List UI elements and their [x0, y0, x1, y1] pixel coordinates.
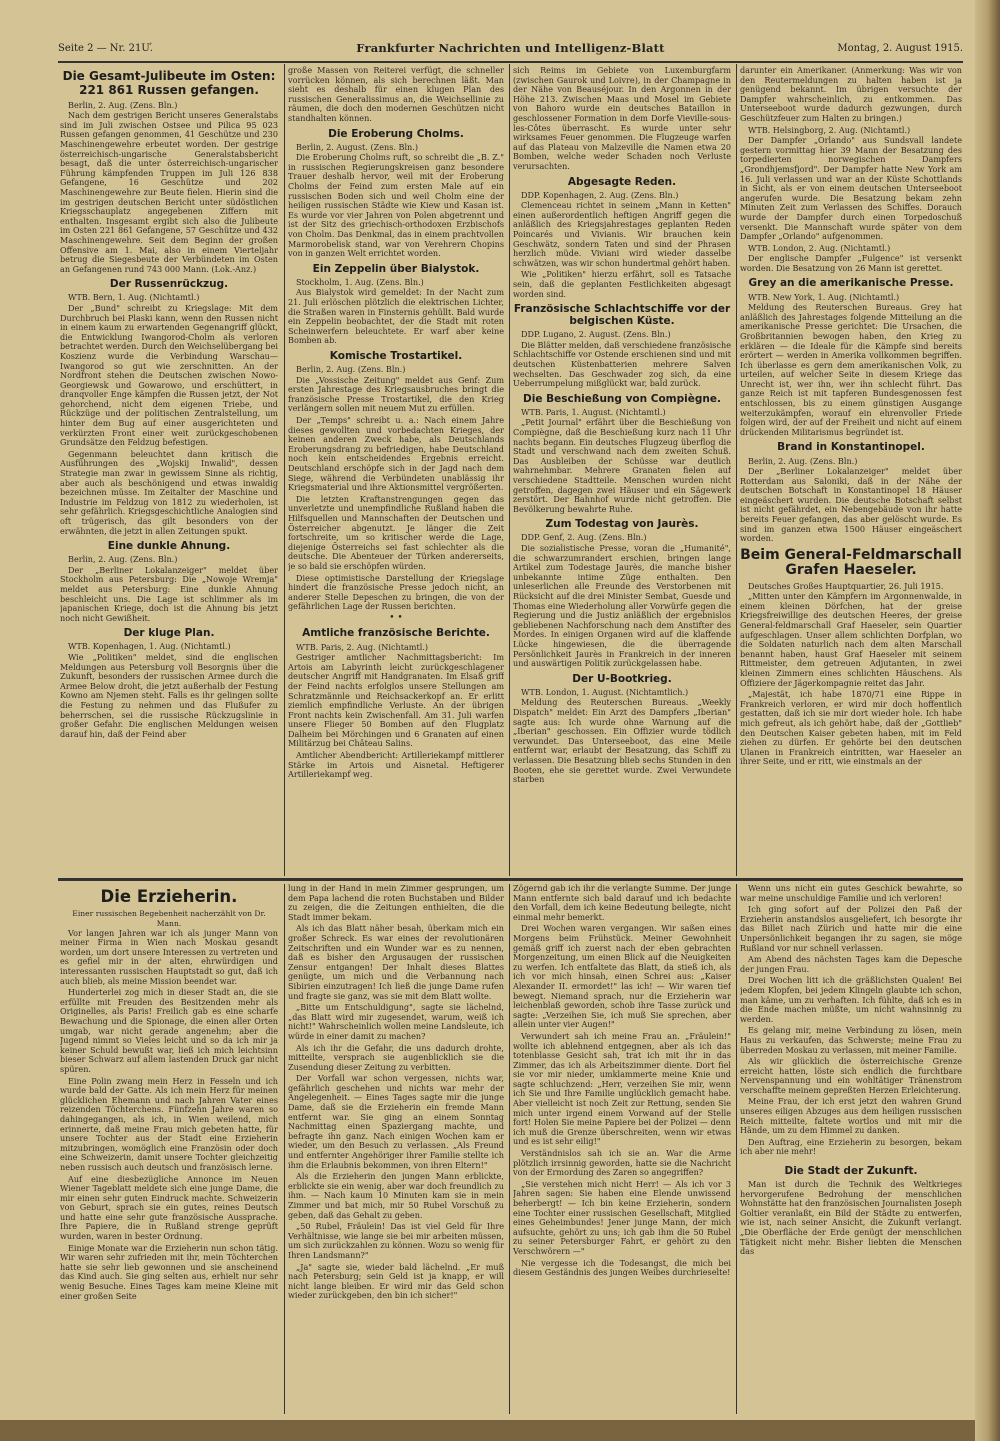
story-title: Die Erzieherin. [100, 887, 238, 906]
dateline: WTB. Helsingborg, 2. Aug. (Nichtamtl.) [748, 124, 911, 135]
article-paragraph: „Petit Journal" erfährt über die Beschießung von Compiègne, daß die Beschießung kurz nach 11 Uhr nachts begann. Ein deutsches Flugzeug überflog die Stadt und verschwand nach dem zweiten Schuß. Das Ausbleiben der Schüsse war deutlich wahrnehmbar. Mehrere Granaten fielen auf verschiedene Stadtteile. Menschen wurden nicht getroffen, dagegen zwei Häuser und ein Sägewerk zerstört. Der Bahnhof wurde nicht getroffen. Die Bevölkerung bewahrte Ruhe. [513, 417, 731, 514]
headline-abgesagte-reden: Abgesagte Reden. [567, 175, 677, 188]
article-paragraph: Der „Bund" schreibt zu Kriegslage: Mit dem Durchbruch bei Plaski kann, wenn den Russen nicht in einem kaum zu erwartenden Gegenangriff glückt, die Entwicklung Iwangorod-Cholm als verloren betrachtet werden. Durch den Weichselübergang bei Koszienz wurde die Verbindung Warschau—Iwangorod so gut wie zerschnitten. An der Nordfront stehen die Deutschen zwischen Nowo-Georgiewsk und Gowarowo, und erschüttert, in dranqvoller Enge kämpfen die Russen jetzt, der Not gehorchend, nicht dem eigenen Triebe, und Rückzüge und der politischen Zentralstellung, um hinter dem Bug auf einer ausgerichteten und verkürzten Front einer weit zurückgeschobenen Grundsätze den Feldzug befestigen. [60, 302, 278, 448]
story-paragraph: Drei Wochen waren vergangen. Wir saßen eines Morgens beim Frühstück. Meiner Gewohnheit gemäß griff ich zuerst nach der eben gebrachten Morgenzeitung, um einen Blick auf die Neuigkeiten zu werfen. Ich entfaltete das Blatt, da stieß ich, als ich vor mich hinsah, einen Schrei aus: „Kaiser Alexander II. ermordet!" las ich! — Wir waren tief bewegt. Niemand sprach, nur die Erzieherin war leichenblaß geworden, schob ihre Tasse zurück und sagte: „Verzeihen Sie, ich muß Sie sprechen, aber allein unter vier Augen!" [513, 923, 731, 1030]
column-4 [740, 66, 962, 876]
dateline: WTB. Paris, 2. Aug. (Nichtamtl.) [296, 641, 429, 652]
dateline: Berlin, 2. Aug. (Zens. Bln.) [296, 364, 406, 375]
dateline: Berlin, 2. Aug. (Zens. Bln.) [68, 554, 178, 565]
story-paragraph: Vor langen Jahren war ich als junger Mann von meiner Firma in Wien nach Moskau gesandt worden, um dort unsere Interessen zu vertreten und es gefiel mir in der alten, ehrwürdigen und interessanten russischen Hauptstadt so gut, daß ich auch blieb, als meine Mission beendet war. [60, 927, 278, 986]
page-bottom-edge [0, 1420, 975, 1441]
column-divider [284, 64, 285, 876]
article-paragraph: „Mitten unter den Kämpfern im Argonnenwalde, in einem kleinen Dörfchen, hat der greise Kriegsfreiwillige des deutschen Heeres, der greise General-feldmarschall Graf Haeseler, sein Quartier aufgeschlagen. Unser allem schlichten Dorfplan, wo die Soldaten naturlich nach dem alten Marschall benannt haben, haust Graf Haeseler mit seinem Rittmeister, dem getreuen Adjutanten, in zwei kleinen Zimmern eines schlichten Häuschens. Als Offiziere der Jägerkompagnie reitet das Jahr. [740, 591, 962, 688]
story-paragraph: „Bitte um Entschuldigung", sagte sie lächelnd, „das Blatt wird mir zugesendet, warum, weiß ich nicht!" Wahrscheinlich wollen meine Landsleute, ich würde in einer damit zu machen? [288, 1002, 504, 1041]
column-3 [513, 66, 731, 876]
article-paragraph: „Majestät, ich habe 1870/71 eine Rippe in Frankreich verloren, er wird mir doch hoffentlich gestatten, daß ich sie mir dort wieder hole. Ich habe mich gefreut, als ich gehört habe, daß der „Gottlieb" den Deutschen Kaiser gebeten haben, mit im Feld ziehen zu dürfen. Er gehörte bei den deutschen Ulanen in Frankreich eintritten, war Haeseler an ihrer Seite, und er ritt, wie einstmals an der [740, 689, 962, 767]
headline-grey: Grey an die amerikanische Presse. [748, 277, 954, 290]
story-paragraph: Als ich das Blatt näher besah, überkam mich ein großer Schreck. Es war eines der revolutionären Zeitschriften und ein Wunder war es zu nennen, daß es bisher den Argusaugen der russischen Zensur entgangen! Der Inhalt dieses Blattes genügte, um mich und die Verbannung nach Sibirien einzutragen! Ich ließ die junge Dame rufen und fragte sie ganz, was sie mit dem Blatt wollte. [288, 923, 504, 1001]
feuilleton-rule [58, 878, 963, 881]
story-subtitle: Einer russischen Begebenheit nacherzählt von Dr. Mann. [72, 909, 266, 929]
article-paragraph: Der Dampfer „Orlando" aus Sundsvall landete gestern vormittag hier 39 Mann der Besatzung des torpedierten norwegischen Dampfers „Grondhjemsfjord". Der Dampfer hatte New York am 16. Juli verlassen und war an der Küste Schottlands in Sicht, als er von einem deutschen Unterseeboot angerufen wurde. Die Besatzung bekam zehn Minuten Zeit zum Verlassen des Schiffes. Dorauch wurde der Dampfer durch einen Torpedoschuß versenkt. Die Mannschaft wurde später von dem Dampfer „Orlando" aufgenommen. [740, 135, 962, 242]
story-column-1 [60, 884, 278, 1414]
article-paragraph: Die Eroberung Cholms ruft, so schreibt die „B. Z." in russischen Regierungskreisen ganz besondere Trauer deshalb hervor, weil mit der Eroberung Cholms der Feind zum ersten Male auf ein russischen Boden sich und weil Cholm eine der heiligen russischen Städte wie Kiew und Kasan ist. Es wurde vor vier Jahren von Polen abgetrennt und ist der Sitz des griechisch-orthodoxen Erzbischofs von Cholm. Das Denkmal, das in einem prachtvollen Marmorobelisk stand, war von Verehrern Chopins von in ganzen Welt errichtet worden. [288, 152, 504, 259]
article-paragraph: Nach dem gestrigen Bericht unseres Generalstabs sind im Juli zwischen Ostsee und Pilica 95 023 Russen gefangen genommen, 41 Geschütze und 230 Maschinengewehre erbeutet worden. Der gestrige österreichisch-ungarische Generalstabsbericht besagt, daß die unter österreichisch-ungarischer Führung kämpfenden Truppen im Juli 126 838 Gefangene, 16 Geschütze und 202 Maschinengewehre zur Beute fielen. Hierin sind die im gestrigen deutschen Bericht unter südöstlichen Kriegsschauplatz angegebenen Ziffern mit enthalten. Insgesamt ergibt sich also die Julibeute im Osten 221 861 Gefangene, 57 Geschütze und 432 Maschinengewehre. Seit dem Beginn der großen Offensive am 1. Mai, also in einem Vierteljahr betrug die Siegesbeute der Verbündeten im Osten an Gefangenen rund 743 000 Mann. (Lok.-Anz.) [60, 110, 278, 274]
article-paragraph: Der „Temps" schreibt u. a.: Nach einem Jahre dieses gewollten und vorbedachten Krieges, der keinen anderen Zweck habe, als Deutschlands Eroberungsdrang zu befriedigen, habe Deutschland noch kein entscheidendes Ergebnis erreicht. Deutschland erschöpfe sich in der Jagd nach dem Siege, während die Verbündeten unablässig ihr Kriegsmaterial und ihre Aktionsmittel vergrößerten. [288, 415, 504, 493]
headline-u-bootkrieg: Der U-Bootkrieg. [572, 672, 672, 685]
column-2 [288, 66, 504, 876]
column-divider [736, 64, 737, 876]
headline-cholm: Die Eroberung Cholms. [328, 127, 464, 140]
headline-haeseler: Beim General-Feldmarschall Grafen Haeseler. [740, 546, 962, 579]
story-paragraph: Meine Frau, der ich erst jetzt den wahren Grund unseres eiligen Abzuges aus dem heiligen russischen Reich mitteilte, faltete wortlos und mit mir die Hände, um zu dem Himmel zu danken. [740, 1096, 962, 1136]
column-divider [736, 884, 737, 1414]
story-paragraph: Den Auftrag, eine Erzieherin zu besorgen, bekam ich aber nie mehr! [740, 1136, 962, 1157]
headline-russenrueckzug: Der Russenrückzug. [109, 278, 229, 291]
story-paragraph: „50 Rubel, Fräulein! Das ist viel Geld für Ihre Verhältnisse, wie lange sie bei mir arbeiten müssen, um sich zurückzahlen zu können. Wozu so wenig für Ihren Landsmann?" [288, 1221, 504, 1260]
story-paragraph: Hunderterlei zog mich in dieser Stadt an, die sie erfüllte mit Freuden des Besitzenden mehr als Originelles, als Paris! Freilich gab es eine scharfe Bewachung und die Spionage, die einen aller Orten umgab, war nicht gerade angenehm; aber die Jugend nimmt so Vieles leicht und so da ich mir ja keiner Schuld bewußt war, ließ ich mich leichtsinn bieser Schwarz auf allem lastenden Druck gar nicht spüren. [60, 987, 278, 1074]
article-paragraph: Wie „Politiken" hierzu erfährt, soll es Tatsache sein, daß die geplanten Festlichkeiten abgesagt worden sind. [513, 269, 731, 299]
story-column-3 [513, 884, 731, 1414]
story-paragraph: Als ich ihr die Gefahr, die uns dadurch drohte, mitteilte, versprach sie augenblicklich sie die Zusendung dieser Zeitung zu verbitten. [288, 1042, 504, 1072]
story-paragraph: Einige Monate war die Erzieherin nun schon tätig. Wir waren sehr zufrieden mit ihr, mein Töchterchen hatte sie sehr lieb gewonnen und sie anscheinend das Kind auch. Sie ging selten aus, erhielt nur sehr wenig Besuche. Eines Tages kam meine Kleine mit einer großen Seite [60, 1242, 278, 1301]
headline-brand: Brand in Konstantinopel. [777, 441, 925, 454]
masthead [58, 41, 963, 59]
story-paragraph: Verwundert sah ich meine Frau an. „Fräulein!" wollte ich ablehnend entgegnen, aber als ich das totenblasse Gesicht sah, trat ich mit ihr in das Zimmer, das ich als Arbeitszimmer diente. Dort fiel sie vor mir nieder, umklammerte meine Knie und sagte schluchzend: „Herr, verzeihen Sie mir, wenn ich Sie und Ihre Familie unglücklich gemacht habe. Aber vielleicht ist noch Zeit zur Rettung, senden Sie mich unter irgend einem Vorwand auf der Stelle fort! Holen Sie meine Papiere bei der Polizei — denn ich muß die Grenze überschreiten, wenn wir etwas und es ist sehr eilig!" [513, 1030, 731, 1147]
article-paragraph: Der englische Dampfer „Fulgence" ist versenkt worden. Die Besatzung von 26 Mann ist gerettet. [740, 253, 962, 273]
newspaper-title: Frankfurter Nachrichten und Intelligenz-Blatt [356, 41, 665, 55]
dateline: DDP. Genf, 2. Aug. (Zens. Bln.) [521, 532, 647, 543]
section-separator: • • [389, 612, 403, 623]
dateline: DDP. Lugano, 2. August. (Zens. Bln.) [521, 329, 671, 340]
story-paragraph: „Sie verstehen mich nicht Herr! — Als ich vor 3 Jahren sagen: Sie haben eine Elende unwissend beherbergt! — Ich bin keine Erzieherin, sondern eine Tochter einer russischen Gesellschaft, Mitglied eines Geheimbundes! Jener junge Mann, der mich aufsuchte, gehört zu uns; ich gab ihm die 50 Rubel zu seiner Petersburger Fahrt, er gehört zu den Verschwörern —" [513, 1178, 731, 1256]
story-paragraph: Wenn uns nicht ein gutes Geschick bewahrte, so war meine unschuldige Familie und ich verloren! [740, 884, 962, 903]
masthead-rule [58, 61, 963, 63]
dateline: WTB. Bern, 1. Aug. (Nichtamtl.) [68, 292, 200, 303]
article-paragraph: Clemenceau richtet in seinem „Mann in Ketten" einen außerordentlich heftigen Angriff gegen die anläßlich des Kriegsjahrestages geplanten Reden Poincarés und Vivianis. Wir brauchen kein Geschwätz, sondern Taten und sind der Phrasen herzlich müde. Viviani wird wieder dasselbe schwätzen, was wir schon hundertmal gehört haben. [513, 200, 731, 268]
story-paragraph: Es gelang mir, meine Verbindung zu lösen, mein Haus zu verkaufen, das Schwerste; meine Frau zu überreden Moskau zu verlassen, mit meiner Familie. [740, 1025, 962, 1055]
headline-julibeute: Die Gesamt-Julibeute im Osten: 221 861 Russen gefangen. [62, 69, 276, 97]
story-paragraph: Nie vergesse ich die Todesangst, die mich bei diesem Geständnis des jungen Weibes durchrieselte! [513, 1257, 731, 1278]
article-paragraph: Amtlicher Abendbericht: Artilleriekampf mittlerer Stärke im Artois und Aisnetal. Heftigerer Artilleriekampf weg. [288, 750, 504, 780]
story-paragraph: „Ja" sagte sie, wieder bald lächelnd. „Er muß nach Petersburg; sein Geld ist ja knapp, er will nicht lange bleiben. Er wird mir das Geld schon wieder zurückgeben, den bin ich sicher!" [288, 1261, 504, 1301]
story-column-4 [740, 884, 962, 1414]
page-edge [975, 0, 1000, 1441]
issue-date: Montag, 2. August 1915. [837, 43, 963, 54]
dateline: Berlin, 2. August. (Zens. Bln.) [296, 141, 419, 152]
headline-dunkle-ahnung: Eine dunkle Ahnung. [107, 540, 231, 553]
article-paragraph: Die „Vossische Zeitung" meldet aus Genf: Zum ersten Jahrestage des Kriegsausbruches bringt die französische Presse Trostartikel, die den Krieg verlängern sollen mit neuem Mut zu erfüllen. [288, 374, 504, 414]
story-paragraph: Am Abend des nächsten Tages kam die Depesche der jungen Frau. [740, 954, 962, 974]
story-paragraph: Drei Wochen litt ich die gräßlichsten Qualen! Bei jedem Klopfen, bei jedem Klingeln glaubte ich schon, man käme, um zu verhaften. Ich fühlte, daß ich es in die Ende machen müßte, um nicht wahnsinnig zu werden. [740, 975, 962, 1024]
article-paragraph: Der „Berliner Lokalanzeiger" meldet über Stockholm aus Petersburg: Die „Nowoje Wremja" meldet aus Petersburg: Eine dunkle Ahnung beschleicht uns. Die Lage ist schlimmer als im japanischen Kriege, doch ist die Ahnung bis jetzt noch nicht Gewißheit. [60, 564, 278, 623]
dateline: DDP. Kopenhagen, 2. Aug. (Zens. Bln.) [521, 189, 679, 200]
story-paragraph: Eine Polin zwang mein Herz in Fesseln und ich wurde bald der Gatte. Als ich mein Herz für meinen glücklichen Ehemann und nach Jahren Vater eines reizenden Töchterchens. Fünfzehn Jahre waren so dahingegangen, als ich, in Wien weilend, mich erinnerte, daß meine Frau mich gebeten hatte, für unsere Tochter aus der Stadt eine Erzieherin mitzubringen, womöglich eine Französin oder doch eine Schweizerin, damit unsere Tochter gleichzeitig neben russisch auch deutsch und französisch lerne. [60, 1075, 278, 1172]
dateline: Berlin, 2. Aug. (Zens. Bln.) [748, 455, 858, 466]
story-paragraph: lung in der Hand in mein Zimmer gesprungen, um dem Papa lachend die roten Buchstaben und Bilder zu zeigen, die die Zeitungen enthielten, die die Stadt immer bekam. [288, 884, 504, 922]
story-column-2 [288, 884, 504, 1414]
dateline: WTB. London, 2. Aug. (Nichtamtl.) [748, 242, 891, 253]
headline-schlachtschiffe: Französische Schlachtschiffe vor der belgischen Küste. [513, 303, 731, 328]
headline-stadt-der-zukunft: Die Stadt der Zukunft. [784, 1165, 918, 1178]
column-divider [284, 884, 285, 1414]
story-paragraph: Als wir glücklich die österreichische Grenze erreicht hatten, löste sich endlich die furchtbare Nervenspannung und ein wohltätiger Tränenstrom verschaffte meinem gepreßten Herzen Erleichterung. [740, 1056, 962, 1095]
dateline: WTB. Kopenhagen, 1. Aug. (Nichtamtl.) [68, 641, 231, 652]
article-paragraph: Wie „Politiken" meldet, sind die englischen Meldungen aus Petersburg voll Besorgnis über die Zukunft, besonders der russischen Armee durch die Armee Below droht, die jetzt außerhalb der Festung Kowno am Njemen steht. Falls es ihr gelingen sollte die Festung zu nehmen und das Flußufer zu beherrschen, sei die russische Rückzugslinie in großer Gefahr. Die englischen Meldungen weisen darauf hin, daß der Feind aber [60, 652, 278, 739]
article-paragraph: Gestriger amtlicher Nachmittagsbericht: Im Artois am Labyrinth leicht zurückgeschlagener deutscher Angriff mit Handgranaten. Im Elsaß griff der Feind nachts erfolglos unsere Stellungen am Schratzmännle und Reichsackerkopf an. Er erlitt ziemlich empfindliche Verluste. An der übrigen Front nachts kein Zwischenfall. Am 31. Juli warfen unsere Flieger 50 Bomben auf den Flugplatz Dalheim bei Mörchingen und 6 Granaten auf einen Militärzug bei Château Salins. [288, 652, 504, 749]
column-divider [509, 64, 510, 876]
article-paragraph: Aus Bialystok wird gemeldet: In der Nacht zum 21. Juli erlöschen plötzlich die elektrischen Lichter, die Straßen waren in Finsternis gehüllt. Bald wurde ein Zeppelin beobachtet, der die Stadt mit roten Scheinwerfern beleuchtete. Er warf aber keine Bomben ab. [288, 287, 504, 346]
dateline: WTB. New York, 1. Aug. (Nichtamtl.) [748, 291, 900, 302]
dateline: WTB. Paris, 1. August. (Nichtamtl.) [521, 406, 666, 417]
article-paragraph: Die Blätter melden, daß verschiedene französische Schlachtschiffe vor Ostende erschienen sind und mit deutschen Küstenbatterien mehrere Salven wechselten. Das Geschwader zog sich, da eine Ueberrumpelung mißglückt war, bald zurück. [513, 339, 731, 389]
article-paragraph: Der „Berliner Lokalanzeiger" meldet über Rotterdam aus Saloniki, daß in der Nähe der deutschen Botschaft in Konstantinopel 18 Häuser eingeäschert wurden. Die deutsche Botschaft selbst ist nicht gefährdet, ein Nebengebäude von ihr hatte bereits Feuer gefangen, das aber gelöscht wurde. Es sind im ganzen etwa 1500 Häuser eingeäschert worden. [740, 466, 962, 544]
page-number: Seite 2 — Nr. 21Ư. [58, 43, 153, 54]
column-1 [60, 66, 278, 876]
headline-franzoesische-berichte: Amtliche französische Berichte. [302, 627, 490, 640]
headline-jaures: Zum Todestag von Jaurès. [545, 518, 699, 531]
article-paragraph: Meldung des Reuterschen Bureaus. „Weekly Dispatch" meldet: Ein Arzt des Dampfers „Iberian" sagte aus: Ich wurde ohne Warnung auf die „Iberian" geschossen. Ein Offizier wurde tödlich verwundet. Das Unterseeboot, das eine Meile entfernt war, erlaubt der Besatzung, das Schiff zu verlassen. Die Besatzung blieb sechs Stunden in den Booten, ehe sie gerettet wurde. Zwei Verwundete starben [513, 697, 731, 785]
article-paragraph: sich Reims im Gebiete von Luxemburgfarm (zwischen Gaurok und Loivre), in der Champagne in der Nähe von Beauséjour. In den Argonnen in der Höhe 213. Zwischen Maas und Mosel im Gebiete von Bahoro wurde ein deutsches Bataillon in geschlossener Formation in dem Dorfe Vieville-sous-les-Côtes überrascht. Es wurde unter sehr wirksames Feuer genommen. Die Flugzeuge warfen auf das Plateau von Malzeville die Namen etwa 20 Bomben, welche weder Schaden noch Verluste verursachten. [513, 66, 731, 171]
article-paragraph: Die letzten Kraftanstrengungen gegen das unverletzte und unempfindliche Rußland haben die Hilfsquellen und Mannschaften der Deutschen und Österreicher abgenutzt. Je länger die Zeit fortschreite, um so kritischer werde die Lage, diejenige Österreichs sei fast schlechter als die deutsche. Die Abenteuer der Türken andererseits, je so bald sie erschöpfen würden. [288, 493, 504, 571]
article-paragraph: Diese optimistische Darstellung der Kriegslage hindert die französische Presse jedoch nicht, an anderer Stelle Depeschen zu bringen, die von der gefährlichen Lage der Russen berichten. [288, 572, 504, 612]
story-paragraph: Man ist durch die Technik des Weltkrieges hervorgerufene Bedrohung der menschlichen Wohnstätte hat den französischen Journalisten Joseph Goltier veranlaßt, ein Bild der Städte zu entwerfen, wie ist, nach seiner Ansicht, die Zukunft verlangt. „Die Oberfläche der Erde genügt der menschlichen Tätigkeit nicht mehr. Bisher liebten die Menschen das [740, 1179, 962, 1257]
column-divider [509, 884, 510, 1414]
story-paragraph: Zögernd gab ich ihr die verlangte Summe. Der junge Mann entfernte sich bald darauf und ich bedachte den Vorfall, dem ich keine Bedeutung beilegte, nicht einmal mehr bemerkt. [513, 884, 731, 922]
article-paragraph: Meldung des Reuterschen Bureaus. Grey hat anläßlich des Jahrestages folgende Mitteilung an die amerikanische Presse gerichtet: Die Ursachen, die Großbritannien bewogen haben, den Krieg zu erklären — die Ideale für die Kämpfe sind bereits erörtert — werden in Amerika vollkommen begriffen. Ich überlasse es gern dem amerikanischen Volk, zu urteilen, auf welcher Seite in diesem Kriege das Unrecht ist, wer ihn, wer ihn schlecht führt. Das ganze Reich ist mit tapferen Bundesgenossen fest entschlossen, bis zu einem günstigen Ausgange weiterzukämpfen, worauf ein ehrenvoller Friede folgen wird, der auf der Freiheit und nicht auf einem drückenden Militarismus begründet ist. [740, 302, 962, 437]
article-paragraph: Die sozialistische Presse, voran die „Humanité", die schwarzumrandert erschien, bringen lange Artikel zum Todestage Jaurès, die manche bisher unbekannte intime Züge enthalten. Den unleserlichen alle Freunde des Verstorbenen mit Rücksicht auf die drei Minister Sembat, Guesde und Thomas eine Wiederholung aller Vorwürfe gegen die Regierung und die Justiz anläßlich der ergebnislos gebliebenen Nachforschung nach dem Anstifter des Mordes. In einigen Organen wird auf die klaffende Lücke hingewiesen, die die überragende Persönlichkeit Jaurès in Frankreich in der inneren und auswärtigen Politik zurückgelassen habe. [513, 543, 731, 669]
headline-compiegne: Die Beschießung von Compiègne. [523, 392, 721, 405]
headline-trostartikel: Komische Trostartikel. [329, 349, 463, 362]
article-paragraph: Gegenmann beleuchtet dann kritisch die Ausführungen des „Wojskij Inwalid", dessen Strategie man zwar in gewissem Sinne als richtig, aber auch als beschönigend und etwas inwaldig bezeichnen müsse. Im Zeitalter der Maschine und Industrie im Feldzug von 1812 zu wiederholen, ist sehr gefährlich. Kriegsgeschichtliche Analogien sind oft trügerisch, das gilt besonders von der erwähnten, die jetzt in allen Zeitungen spukt. [60, 448, 278, 536]
dateline: Stockholm, 1. Aug. (Zens. Bln.) [296, 276, 424, 287]
headline-kluge-plan: Der kluge Plan. [123, 627, 215, 640]
dateline: Deutsches Großes Hauptquartier, 26. Juli 1915. [748, 580, 944, 591]
story-paragraph: Ich ging sofort auf der Polizei den Paß der Erzieherin anstandslos ausgeliefert, ich besorgte ihr das Billet nach Zürich und hatte mir die eine Unpersönlichkeit begangen ihr zu sagen, sie möge Rußland vor nur schnell verlassen. [740, 904, 962, 953]
headline-zeppelin: Ein Zeppelin über Bialystok. [312, 262, 480, 275]
dateline: WTB. London, 1. August. (Nichtamtlich.) [521, 686, 689, 697]
article-paragraph: darunter ein Amerikaner. (Anmerkung: Was wir von den Reutermeldungen zu halten haben ist ja genügend bekannt. Im übrigen versuchte der Dampfer wahrscheinlich, zu entkommen. Das Unterseeboot wurde dadurch gezwungen, durch Geschützfeuer zum Halten zu bringen.) [740, 66, 962, 123]
story-paragraph: Der Vorfall war schon vergessen, nichts war, gefährlich geschehen und nichts war mehr der Angelegenheit. — Eines Tages sagte mir die junge Dame, daß sie die Erzieherin ein fremde Mann entfernt war. Sie ging an einem Sonntag Nachmittag einen Spaziergang machte, und befragte ihn ganz. Nach einigen Wochen kam er wieder, um den Besuch zu verlassen. „Als Freund und entfernter Angehöriger ihrer Familie stellte ich ihm die Erlaubnis bekommen, von ihren Eltern!" [288, 1073, 504, 1170]
story-paragraph: Als die Erzieherin den jungen Mann erblickte, erblickte sie ein wenig, aber war doch freundlich zu ihm. — Nach kaum 10 Minuten kam sie in mein Zimmer und bat mich, mir 50 Rubel Vorschuß zu geben, daß das Gehalt zu geben. [288, 1171, 504, 1220]
story-paragraph: Verständnislos sah ich sie an. War die Arme plötzlich irrsinnig geworden, hatte sie die Nachricht von der Ermordung des Zaren so angegriffen? [513, 1148, 731, 1178]
story-paragraph: Auf eine diesbezügliche Annonce im Neuen Wiener Tageblatt meldete sich eine junge Dame, die mir einen sehr guten Eindruck machte. Schweizerin von Geburt, sprach sie ein gutes, reines Deutsch und hatte eine sehr gute französische Aussprache. Ihre Papiere, die in Rußland strenge geprüft wurden, waren in bester Ordnung. [60, 1173, 278, 1242]
article-paragraph: große Massen von Reiterei verfügt, die schneller vorrücken können, als sich berechnen läßt. Man sieht es deshalb für einen klugen Plan des russischen Generalissimus an, die Weichsellinie zu räumen, die doch den modernen Geschützen nicht standhalten können. [288, 66, 504, 123]
dateline: Berlin, 2. Aug. (Zens. Bln.) [68, 99, 178, 110]
